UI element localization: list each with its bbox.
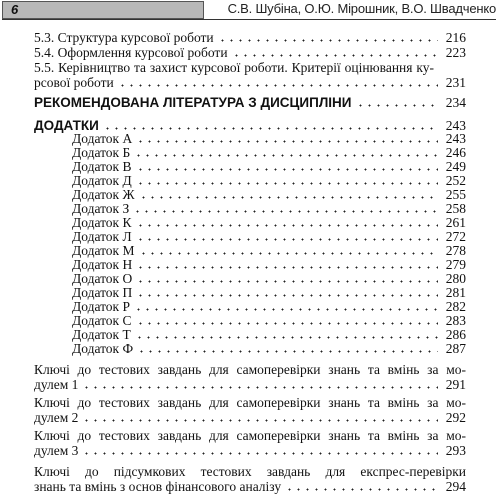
toc-entry-page: 291 [445,377,466,392]
dot-leader [82,452,438,455]
appendix-label: Додаток Л [72,229,132,244]
appendix-page: 283 [445,313,466,328]
appendix-page: 252 [445,173,466,188]
dot-leader [103,127,438,130]
appendix-item [34,159,466,174]
toc-entry-page: 293 [445,443,466,458]
toc-entry-literature [34,95,466,110]
appendix-page: 281 [445,285,466,300]
appendix-label: Додаток Р [72,299,130,314]
toc-entry-line1: Ключі до підсумкових тестових завдань для експрес-перевірки [34,464,466,479]
toc-entry-label: дулем 3 [34,443,79,458]
dot-leader [134,308,438,311]
dot-leader [285,488,438,491]
appendix-label: Додаток Д [72,173,132,188]
toc-entry-line1: Ключі до тестових завдань для самоперевірки знань та вмінь за мо- [34,395,466,410]
dot-leader [136,224,439,227]
toc-entry-line1: Ключі до тестових завдань для самоперевірки знань та вмінь за мо- [34,428,466,443]
dot-leader [82,419,438,422]
dot-leader [136,182,438,185]
toc-entry-5-4 [34,45,466,60]
appendix-page: 246 [445,145,466,160]
appendix-item [34,327,466,342]
appendix-item [34,271,466,286]
appendix-page: 287 [445,341,466,356]
toc-entry-page: 292 [445,410,466,425]
appendix-item [34,243,466,258]
appendix-item [34,145,466,160]
appendix-label: Додаток В [72,159,132,174]
dot-leader [118,84,438,87]
toc-entry-label: дулем 1 [34,377,79,392]
appendix-item [34,257,466,272]
appendix-page: 278 [445,243,466,258]
appendix-label: Додаток Т [72,327,131,342]
toc-entry-page: 231 [445,75,466,90]
appendix-item [34,229,466,244]
appendix-item [34,173,466,188]
toc-entry-line1: 5.5. Керівництво та захист курсової роботи. Критерії оцінювання ку- [34,60,434,75]
dot-leader [136,168,439,171]
dot-leader [139,196,438,199]
toc-entry-final-test-keys [34,464,466,494]
appendix-page: 258 [445,201,466,216]
toc-entry-page: 234 [445,95,466,110]
appendix-item [34,187,466,202]
appendix-label: Додаток Ж [72,187,135,202]
toc-entry-page: 243 [445,118,466,133]
appendix-page: 282 [445,299,466,314]
page-number: 6 [11,2,19,17]
toc-entry-keys-module-3 [34,428,466,458]
dot-leader [136,266,438,269]
dot-leader [134,154,438,157]
appendix-label: Додаток К [72,215,132,230]
toc-entry-page: 294 [445,479,466,494]
toc-entry-label: 5.4. Оформлення курсової роботи [34,45,228,60]
dot-leader [137,350,438,353]
dot-leader [136,140,438,143]
dot-leader [356,104,439,107]
appendix-item [34,299,466,314]
appendix-label: Додаток А [72,131,133,146]
appendix-label: Додаток С [72,313,132,328]
toc-entry-label: дулем 2 [34,410,79,425]
toc-entry-page: 216 [445,30,466,45]
dot-leader [135,336,438,339]
appendix-label: Додаток З [72,201,130,216]
toc-entry-5-3 [34,30,466,45]
appendix-page: 249 [445,159,466,174]
dot-leader [218,39,438,42]
dot-leader [139,252,439,255]
appendix-page: 261 [445,215,466,230]
toc-heading-label: РЕКОМЕНДОВАНА ЛІТЕРАТУРА З ДИСЦИПЛІНИ [34,95,352,110]
toc-entry-keys-module-1 [34,362,466,392]
appendix-page: 279 [445,257,466,272]
appendix-page: 272 [445,229,466,244]
appendix-page: 243 [445,131,466,146]
toc-entry-label: знань та вмінь з основ фінансового аналізу [34,479,282,494]
appendix-item [34,131,466,146]
toc-heading-label: ДОДАТКИ [34,118,99,133]
toc-entry-keys-module-2 [34,395,466,425]
appendix-label: Додаток О [72,271,133,286]
dot-leader [232,54,438,57]
toc-entry-line1: Ключі до тестових завдань для самоперевірки знань та вмінь за мо- [34,362,466,377]
toc-entry-label: 5.3. Структура курсової роботи [34,30,214,45]
appendix-item [34,341,466,356]
dot-leader [136,322,439,325]
dot-leader [82,386,438,389]
toc-entry-page: 223 [445,45,466,60]
toc-entry-label: рсової роботи [34,75,114,90]
appendix-page: 286 [445,327,466,342]
dot-leader [136,238,438,241]
appendix-label: Додаток П [72,285,133,300]
appendix-label: Додаток Ф [72,341,134,356]
toc-entry-5-5 [34,60,466,90]
appendix-page: 280 [445,271,466,286]
appendix-label: Додаток Б [72,145,131,160]
appendix-label: Додаток М [72,243,135,258]
dot-leader [136,280,438,283]
dot-leader [136,294,438,297]
dot-leader [133,210,438,213]
appendix-page: 255 [445,187,466,202]
appendix-item [34,201,466,216]
appendix-item [34,285,466,300]
appendix-item [34,215,466,230]
appendix-item [34,313,466,328]
authors-line: С.В. Шубіна, О.Ю. Мірошник, В.О. Швадченко [227,1,496,16]
appendix-label: Додаток Н [72,257,133,272]
